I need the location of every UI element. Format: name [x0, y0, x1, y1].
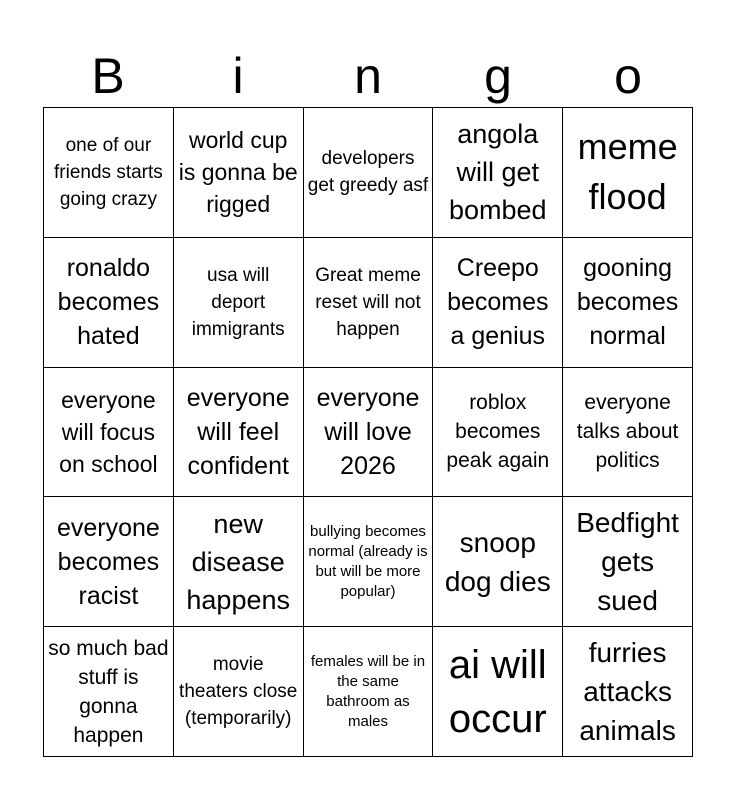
bingo-cell-text: usa will deport immigrants: [191, 264, 285, 340]
bingo-cell-text: Creepo becomes a genius: [447, 254, 549, 351]
bingo-cell[interactable]: [174, 368, 304, 498]
header-letter-b: B: [91, 48, 125, 104]
bingo-cell-text: Bedfight gets sued: [576, 507, 679, 617]
bingo-cell-text: gooning becomes normal: [576, 254, 679, 351]
bingo-cell[interactable]: [304, 238, 434, 368]
bingo-cell[interactable]: [433, 108, 563, 238]
bingo-card-grid: [43, 107, 693, 757]
bingo-cell-text: meme flood: [577, 126, 678, 218]
bingo-cell-text: world cup is gonna be rigged: [178, 127, 298, 218]
bingo-cell[interactable]: [44, 627, 174, 757]
bingo-cell-text: ai will occur: [448, 642, 547, 741]
bingo-cell-text: furries attacks animals: [579, 637, 676, 747]
bingo-cell-text: roblox becomes peak again: [446, 391, 550, 473]
bingo-cell-text: movie theaters close (temporarily): [179, 654, 298, 730]
header-letter-i: i: [232, 48, 244, 104]
bingo-cell[interactable]: [433, 238, 563, 368]
bingo-cell[interactable]: [174, 497, 304, 627]
bingo-cell[interactable]: [304, 108, 434, 238]
bingo-cell-text: everyone becomes racist: [56, 513, 160, 610]
bingo-cell-text: snoop dog dies: [444, 526, 551, 597]
bingo-cell-text: everyone talks about politics: [576, 391, 679, 473]
bingo-cell[interactable]: [563, 108, 693, 238]
bingo-cell[interactable]: [433, 627, 563, 757]
bingo-cell-text: one of our friends starts going crazy: [54, 134, 163, 210]
bingo-cell-text: angola will get bombed: [449, 119, 547, 226]
bingo-cell[interactable]: [44, 108, 174, 238]
bingo-cell[interactable]: [304, 627, 434, 757]
bingo-cell-text: so much bad stuff is gonna happen: [48, 636, 169, 747]
bingo-cell-text: new disease happens: [186, 508, 290, 615]
bingo-cell[interactable]: [44, 238, 174, 368]
bingo-cell-text: everyone will feel confident: [186, 383, 290, 480]
header-letter-n: n: [354, 48, 382, 104]
bingo-cell[interactable]: [304, 497, 434, 627]
header-letter-g: g: [484, 48, 512, 104]
header-letter-o: o: [614, 48, 642, 104]
bingo-cell[interactable]: [44, 368, 174, 498]
bingo-cell[interactable]: [174, 108, 304, 238]
bingo-cell[interactable]: [174, 627, 304, 757]
bingo-cell[interactable]: [433, 368, 563, 498]
bingo-cell-text: everyone will love 2026: [316, 383, 420, 480]
bingo-cell[interactable]: [433, 497, 563, 627]
bingo-cell[interactable]: [304, 368, 434, 498]
bingo-cell-text: developers get greedy asf: [307, 148, 429, 197]
bingo-cell-text: ronaldo becomes hated: [57, 254, 160, 351]
bingo-header: [43, 44, 693, 108]
bingo-cell-text: everyone will focus on school: [59, 386, 158, 477]
bingo-cell[interactable]: [563, 627, 693, 757]
bingo-cell[interactable]: [563, 368, 693, 498]
bingo-cell[interactable]: [44, 497, 174, 627]
bingo-cell-text: Great meme reset will not happen: [315, 264, 421, 340]
bingo-cell[interactable]: [563, 238, 693, 368]
bingo-cell-text: bullying becomes normal (already is but will be more popular): [308, 522, 428, 600]
bingo-cell[interactable]: [563, 497, 693, 627]
bingo-cell[interactable]: [174, 238, 304, 368]
bingo-cell-text: females will be in the same bathroom as males: [310, 652, 426, 730]
